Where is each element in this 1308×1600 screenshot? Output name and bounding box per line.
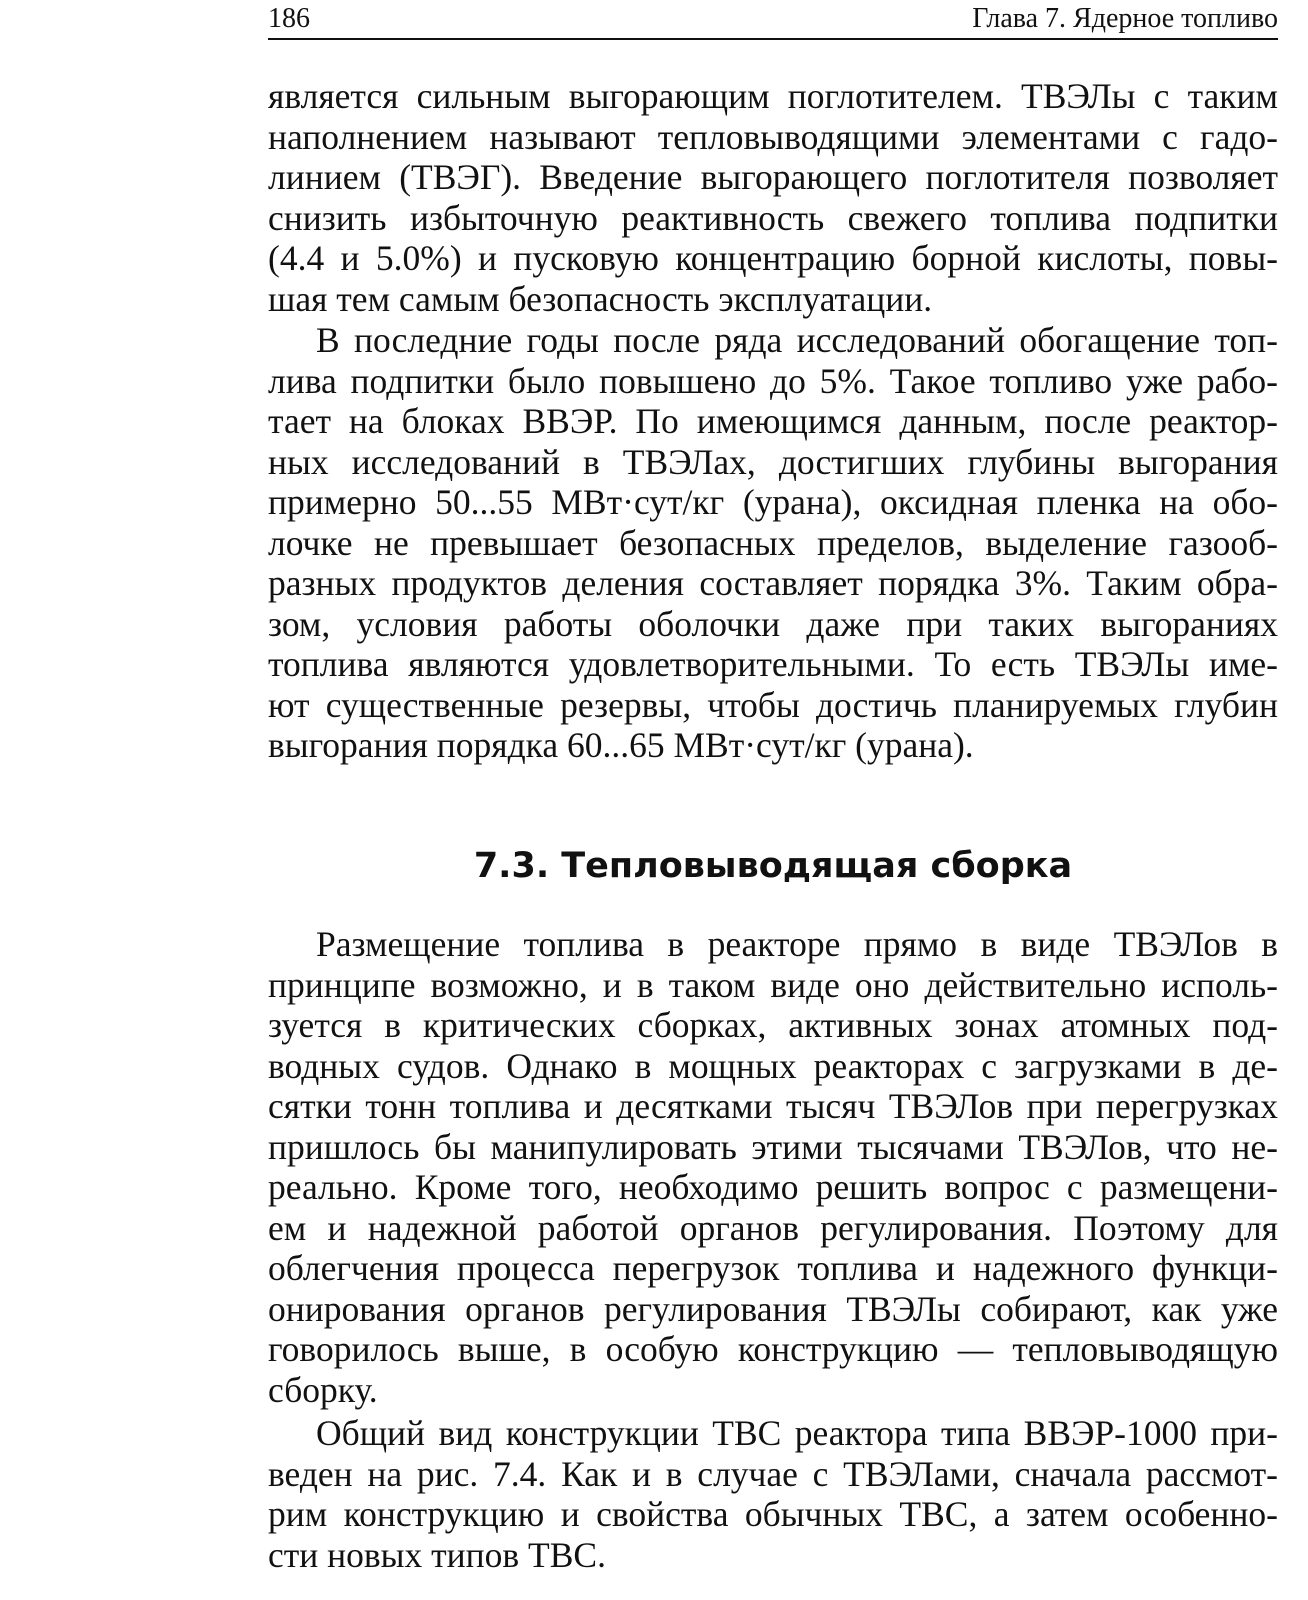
text-line: разных продуктов деления составляет порядка 3%. Таким обра- [268,563,1278,603]
header-rule [268,38,1278,40]
text-line: Общий вид конструкции ТВС реактора типа ВВЭР-1000 при- [316,1413,1278,1453]
running-head [268,2,1278,36]
text-line: веден на рис. 7.4. Как и в случае с ТВЭЛами, сначала рассмот- [268,1453,1278,1494]
text-line: наполнением называют тепловыводящими элементами с гадо- [268,116,1278,157]
text-line: В последние годы после ряда исследований обогащение топ- [316,320,1278,360]
text-line: является сильным выгорающим поглотителем. ТВЭЛы с таким [268,76,1278,116]
text-line: пришлось бы манипулировать этими тысячами ТВЭЛов, что не- [268,1126,1278,1167]
text-line: ных исследований в ТВЭЛах, достигших глубины выгорания [268,441,1278,482]
text-line: (4.4 и 5.0%) и пусковую концентрацию борной кислоты, повы- [268,238,1278,278]
text-line: линием (ТВЭГ). Введение выгорающего поглотителя позволяет [268,157,1278,197]
text-line: говорилось выше, в особую конструкцию — тепловыводящую [268,1329,1278,1369]
book-page [268,0,1278,1600]
text-line: выгорания порядка 60...65 МВт·сут/кг (урана). [268,725,974,765]
text-line: ют существенные резервы, чтобы достичь планируемых глубин [268,684,1278,725]
text-line: ем и надежной работой органов регулирования. Поэтому для [268,1207,1278,1248]
text-line: снизить избыточную реактивность свежего топлива подпитки [268,197,1278,238]
text-line: зуется в критических сборках, активных зонах атомных под- [268,1005,1278,1045]
text-line: реально. Кроме того, необходимо решить вопрос с размещени- [268,1167,1278,1207]
text-line: онирования органов регулирования ТВЭЛы собирают, как уже [268,1288,1278,1329]
paragraph-vver-assembly [268,1413,1278,1575]
text-line: водных судов. Однако в мощных реакторах с загрузками в де- [268,1045,1278,1086]
paragraph-enrichment [268,320,1278,766]
text-line: лива подпитки было повышено до 5%. Такое топливо уже рабо- [268,360,1278,401]
text-line: сятки тонн топлива и десятками тысяч ТВЭЛов при перегрузках [268,1086,1278,1126]
text-line: принципе возможно, и в таком виде оно действительно исполь- [268,964,1278,1005]
text-line: рим конструкцию и свойства обычных ТВС, а затем особенно- [268,1494,1278,1534]
text-line: лочке не превышает безопасных пределов, выделение газооб- [268,522,1278,563]
page-number: 186 [268,3,310,34]
text-line: примерно 50...55 МВт·сут/кг (урана), оксидная пленка на обо- [268,482,1278,522]
chapter-title: Глава 7. Ядерное топливо [972,3,1278,34]
paragraph-fuel-assembly [268,924,1278,1410]
text-line: сборку. [268,1369,378,1410]
text-line: зом, условия работы оболочки даже при таких выгораниях [268,603,1278,644]
text-line: шая тем самым безопасность эксплуатации. [268,278,933,319]
section-heading: 7.3. Тепловыводящая сборка [473,846,1073,886]
text-line: облегчения процесса перегрузок топлива и надежного функци- [268,1248,1278,1288]
text-line: топлива являются удовлетворительными. То есть ТВЭЛы име- [268,644,1278,684]
paragraph-burnable-absorber [268,76,1278,319]
text-line: Размещение топлива в реакторе прямо в виде ТВЭЛов в [316,924,1278,964]
text-line: тает на блоках ВВЭР. По имеющимся данным, после реактор- [268,401,1278,441]
text-line: сти новых типов ТВС. [268,1534,606,1575]
